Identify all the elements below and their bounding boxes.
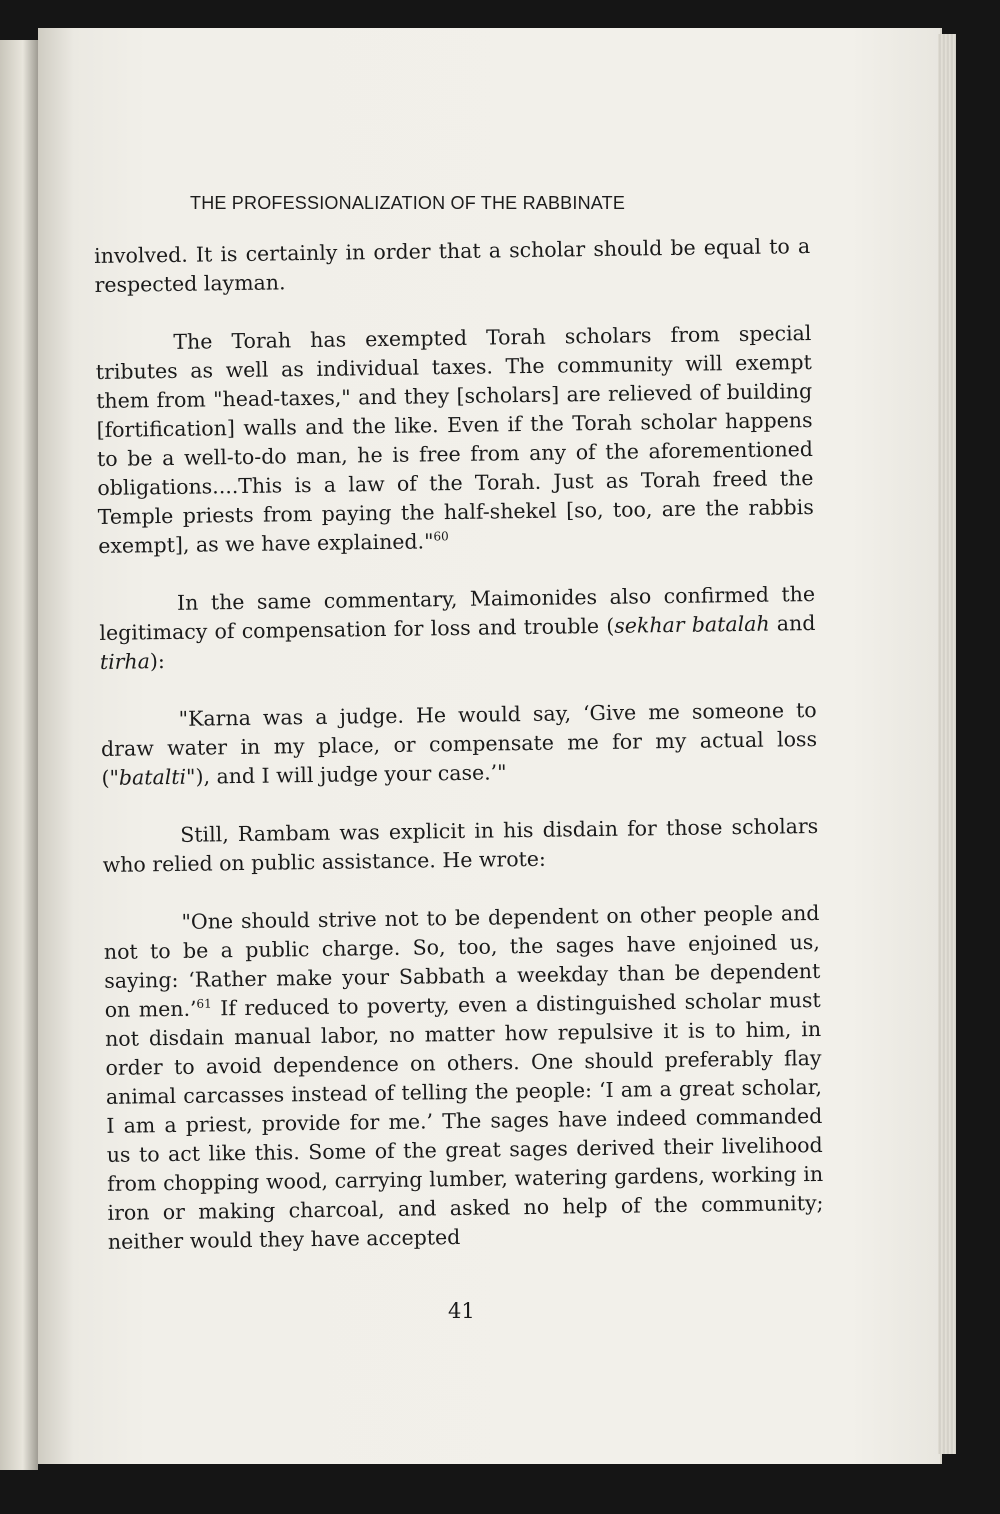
paragraph-6 bbox=[103, 899, 824, 1257]
paragraph-3-text-c: ): bbox=[149, 649, 165, 674]
paragraph-2-text: The Torah has exempted Torah scholars from special tributes as well as individual taxes. The community will exempt them from "head-taxes," and they [scholars] are relieved of building [fortification] walls and the like. Even if the Torah scholar happens to be a well-to-do man, he is free from any of the aforementioned obligations....This is a law of the Torah. Just as Torah freed the Temple priests from paying the half-shekel [so, too, are the rabbis exempt], as we have explained." bbox=[95, 320, 814, 558]
paragraph-6-text-b: If reduced to poverty, even a distinguished scholar must not disdain manual labor, no matter how repulsive it is to him, in order to avoid dependence on others. One should preferably flay animal carcasses instead of telling the people: ‘I am a great scholar, I am a priest, provide for me.’ The sages have indeed commanded us to act like this. Some of the great sages derived their livelihood from chopping wood, carrying lumber, watering gardens, working in iron or making charcoal, and asked no help of the community; neither would they have accepted bbox=[104, 987, 824, 1254]
body-text bbox=[94, 232, 824, 1257]
term-tirha: tirha bbox=[99, 649, 151, 674]
paragraph-5: Still, Rambam was explicit in his disdain for those scholars who relied on public assistance. He wrote: bbox=[102, 813, 819, 877]
term-sekhar-batalah: sekhar batalah bbox=[614, 611, 770, 638]
paragraph-1: involved. It is certainly in order that a scholar should be equal to a respected layman. bbox=[94, 234, 811, 297]
paragraph-2 bbox=[95, 319, 814, 561]
footnote-ref-61: 61 bbox=[196, 996, 212, 1011]
page-block-edge bbox=[938, 34, 956, 1454]
paragraph-6-text-a: "One should strive not to be dependent on other people and not to be a public charge. So, too, the sages have enjoined us, saying: ‘Rather make your Sabbath a weekday than be dependent on men.’ bbox=[103, 900, 821, 1022]
paragraph-4-text-b: "), and I will judge your case.’" bbox=[185, 760, 507, 789]
paragraph-3 bbox=[99, 580, 816, 677]
paragraph-3-text-b: and bbox=[769, 610, 816, 636]
paragraph-3-text-a: In the same commentary, Maimonides also confirmed the legitimacy of compensation for loss and trouble ( bbox=[99, 581, 816, 645]
facing-page-edge bbox=[0, 40, 38, 1470]
term-batalti: batalti bbox=[118, 764, 187, 790]
running-head: THE PROFESSIONALIZATION OF THE RABBINATE bbox=[190, 193, 626, 213]
footnote-ref-60: 60 bbox=[433, 529, 449, 544]
paragraph-4-text-a: "Karna was a judge. He would say, ‘Give me someone to draw water in my place, or compensate me for my actual loss (" bbox=[100, 697, 818, 790]
page-number: 41 bbox=[448, 1299, 475, 1323]
paragraph-4 bbox=[100, 696, 817, 793]
